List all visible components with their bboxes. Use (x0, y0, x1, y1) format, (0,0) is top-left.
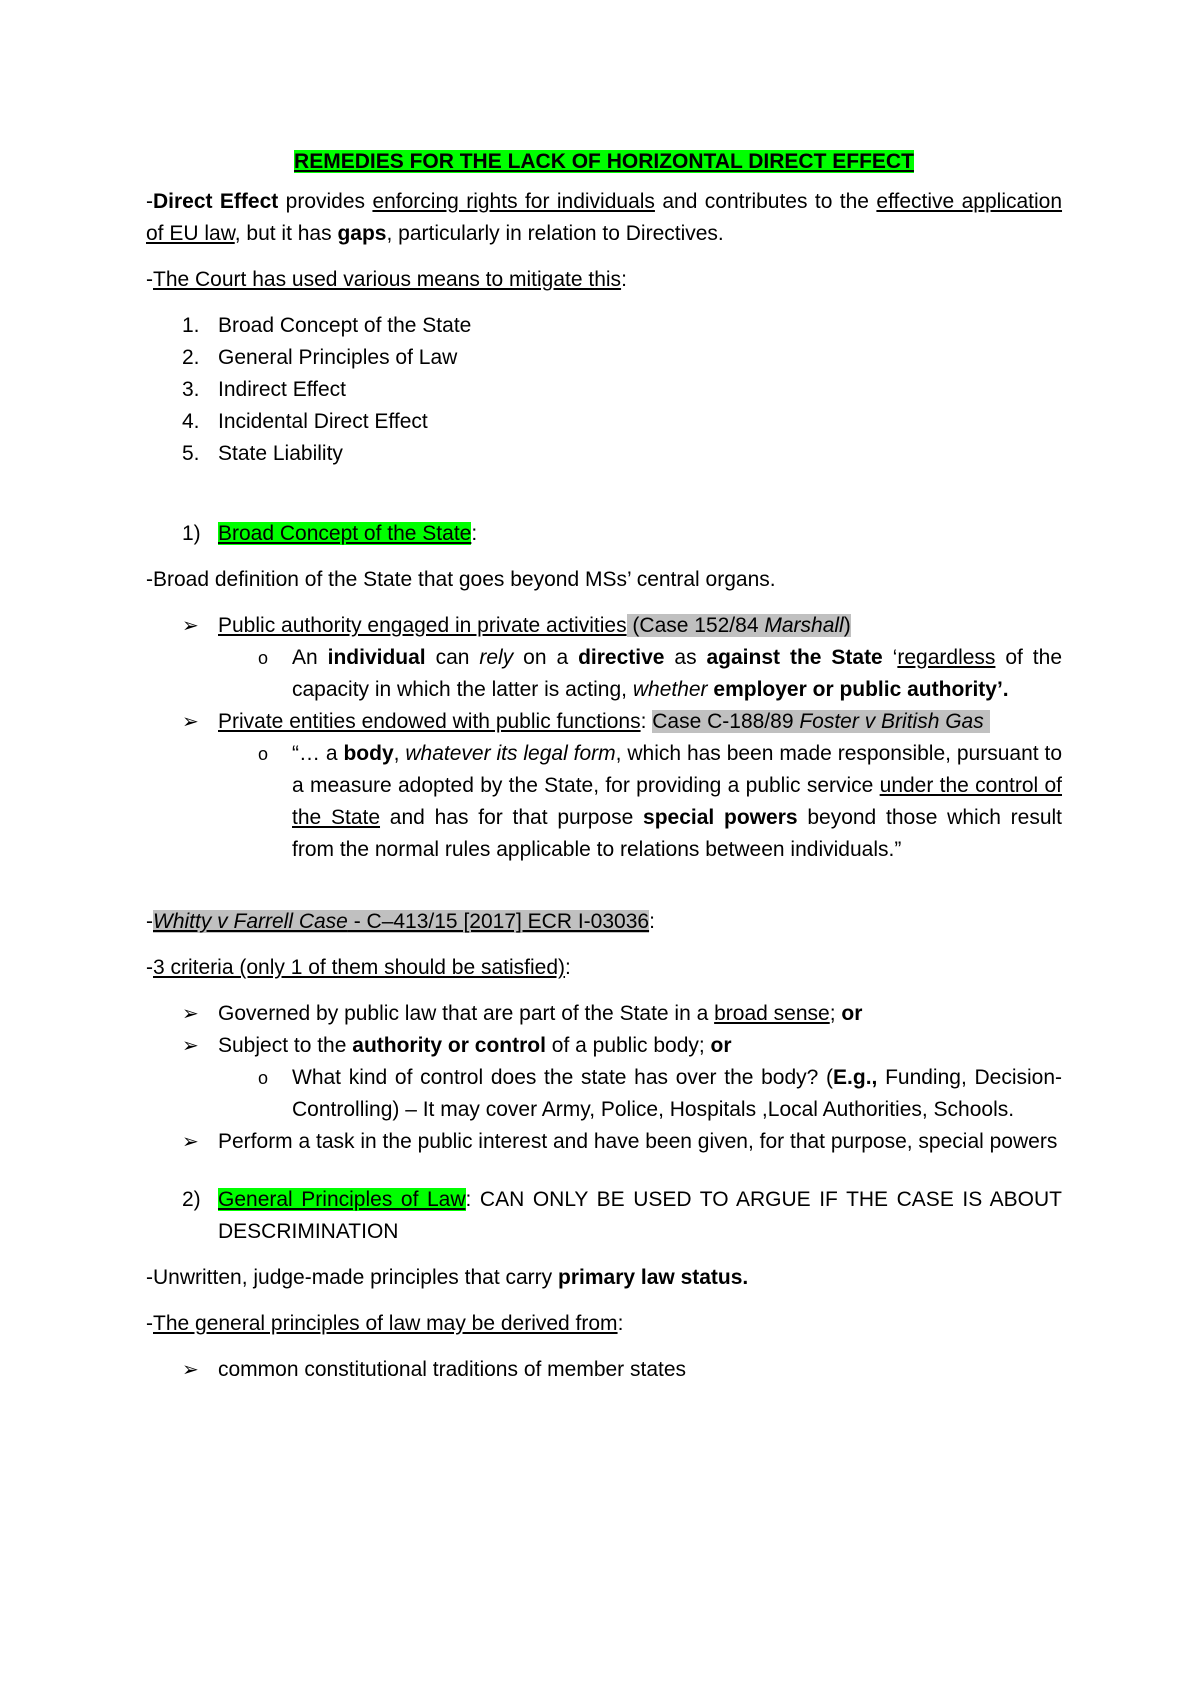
list-item: ➢ Subject to the authority or control of a public body; or (146, 1030, 1062, 1062)
section-2-paragraph: -Unwritten, judge-made principles that carry primary law status. (146, 1266, 749, 1289)
section-1-bullets (146, 610, 1062, 866)
list-item: ➢ Public authority engaged in private activities (Case 152/84 Marshall) (146, 610, 1062, 642)
list-item: o “… a body, whatever its legal form, which has been made responsible, pursuant to a measure adopted by the State, for providing a public service under the control of the State and has for that purpose special powers beyond those which result from the normal rules applicable to relations between individuals.” (146, 738, 1062, 866)
list-item: 2. General Principles of Law (182, 346, 458, 369)
circle-bullet-icon: o (258, 648, 269, 668)
arrow-bullet-icon: ➢ (182, 1035, 199, 1057)
document-page (146, 146, 1062, 1400)
list-item: 5. State Liability (182, 442, 343, 465)
means-paragraph: -The Court has used various means to mitigate this: (146, 268, 627, 291)
intro-paragraph: -Direct Effect provides enforcing rights for individuals and contributes to the effective application of EU law, but it has gaps, particularly in relation to Directives. (146, 190, 1063, 245)
circle-bullet-icon: o (258, 1068, 269, 1088)
list-item: ➢ Private entities endowed with public functions: Case C-188/89 Foster v British Gas (146, 706, 1062, 738)
section-1-definition: -Broad definition of the State that goes beyond MSs’ central organs. (146, 568, 776, 591)
arrow-bullet-icon: ➢ (182, 615, 199, 637)
list-item: ➢ Perform a task in the public interest and have been given, for that purpose, special powers (146, 1126, 1062, 1158)
section-1-heading: 1) Broad Concept of the State: (182, 522, 478, 545)
section-2-bullets (146, 1354, 1062, 1386)
arrow-bullet-icon: ➢ (182, 1359, 199, 1381)
list-item: o What kind of control does the state has over the body? (E.g., Funding, Decision-Controlling) – It may cover Army, Police, Hospitals ,Local Authorities, Schools. (146, 1062, 1062, 1126)
section-2-heading: 2) General Principles of Law: CAN ONLY BE USED TO ARGUE IF THE CASE IS ABOUT DESCRIMINATION (182, 1188, 1062, 1243)
arrow-bullet-icon: ➢ (182, 1003, 199, 1025)
section-2-derived: -The general principles of law may be derived from: (146, 1312, 624, 1335)
list-item: o An individual can rely on a directive as against the State ‘regardless of the capacity in which the latter is acting, whether employer or public authority’. (146, 642, 1062, 706)
arrow-bullet-icon: ➢ (182, 711, 199, 733)
list-item: ➢ common constitutional traditions of member states (146, 1354, 1062, 1386)
list-item: 4. Incidental Direct Effect (182, 410, 428, 433)
criteria-heading: -3 criteria (only 1 of them should be satisfied): (146, 956, 571, 979)
remedies-list (146, 310, 1062, 470)
circle-bullet-icon: o (258, 744, 269, 764)
document-title: REMEDIES FOR THE LACK OF HORIZONTAL DIRECT EFFECT (294, 150, 914, 173)
arrow-bullet-icon: ➢ (182, 1131, 199, 1153)
whitty-case: -Whitty v Farrell Case - C–413/15 [2017] ECR I-03036: (146, 910, 655, 933)
list-item: 1. Broad Concept of the State (182, 314, 472, 337)
criteria-list (146, 998, 1062, 1158)
list-item: ➢ Governed by public law that are part of the State in a broad sense; or (146, 998, 1062, 1030)
list-item: 3. Indirect Effect (182, 378, 347, 401)
